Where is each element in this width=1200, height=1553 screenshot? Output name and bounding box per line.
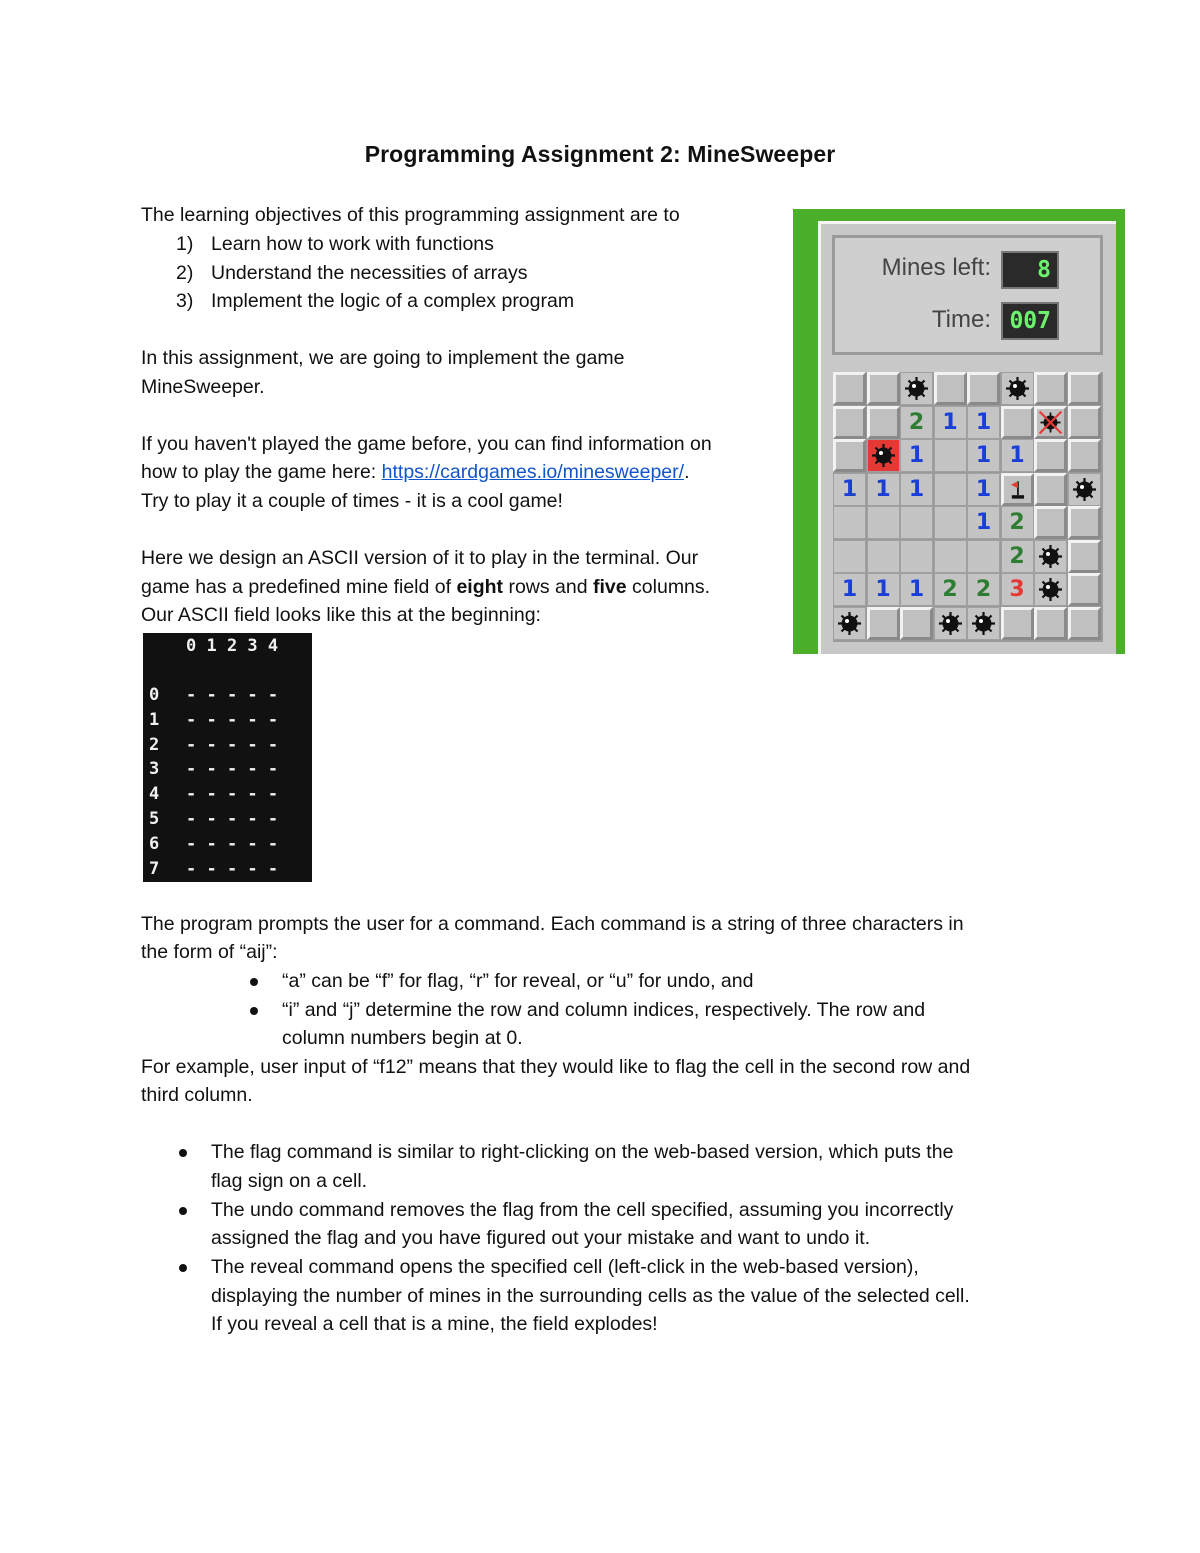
minefield-cell[interactable] [867, 506, 900, 539]
objective-text: Understand the necessities of arrays [211, 261, 528, 284]
mine-cell[interactable] [1068, 473, 1101, 506]
terminal-row-cells: - - - - - [186, 809, 279, 829]
terminal-row-index: 0 [149, 685, 160, 705]
terminal-row-cells: - - - - - [186, 833, 279, 854]
bullet-text-line: assigned the flag and you have figured out your mistake and want to undo it. [211, 1227, 871, 1249]
terminal-row-cells: - - - - - [186, 858, 279, 879]
objective-text: Implement the logic of a complex program [211, 290, 575, 312]
minefield-cell[interactable] [833, 439, 866, 472]
minefield-cell[interactable] [1034, 506, 1067, 539]
info-para-line3: Try to play it a couple of times - it is a cool game! [141, 490, 563, 512]
minefield-cell[interactable] [900, 506, 933, 539]
cell-number: 2 [908, 409, 925, 435]
cell-number: 1 [1009, 443, 1025, 468]
mine-cell[interactable] [900, 372, 933, 405]
minefield-cell[interactable] [833, 573, 866, 606]
mine-cell[interactable] [1034, 540, 1067, 573]
terminal-row-index: 1 [149, 709, 160, 730]
terminal-row-index: 5 [149, 809, 160, 829]
minefield-cell[interactable] [900, 473, 933, 506]
minefield-cell[interactable] [833, 372, 866, 405]
bullet-text-line: “i” and “j” determine the row and column indices, respectively. The row and [282, 998, 926, 1021]
minefield-cell[interactable] [967, 506, 1000, 539]
cell-number: 1 [975, 409, 992, 435]
ascii-text-a: game has a predefined mine field of [141, 576, 457, 598]
minefield-cell[interactable] [867, 473, 900, 506]
bullet-text-line: The undo command removes the flag from the cell specified, assuming you incorrectly [211, 1198, 954, 1221]
minefield-cell[interactable] [1068, 540, 1101, 573]
cell-number: 2 [1009, 510, 1025, 535]
objective-item [176, 259, 528, 288]
mines-left-counter: 8 [1001, 251, 1059, 289]
minefield-cell[interactable] [900, 540, 933, 573]
bullet-text-line: If you reveal a cell that is a mine, the field explodes! [211, 1313, 658, 1335]
minefield-cell[interactable] [934, 540, 967, 573]
minefield-grid [833, 372, 1103, 642]
bullet-dot-icon [179, 1149, 187, 1157]
minefield-cell[interactable] [867, 540, 900, 573]
intro-text: The learning objectives of this programming assignment are to [141, 204, 680, 226]
minefield-cell[interactable] [1001, 506, 1034, 539]
mine-cell[interactable] [967, 607, 1000, 640]
cell-number: 1 [908, 577, 925, 602]
minefield-cell[interactable] [833, 406, 866, 439]
minesweeper-status-panel [832, 235, 1103, 355]
bullet-dot-icon [250, 978, 258, 986]
minefield-cell[interactable] [934, 372, 967, 405]
minesweeper-link[interactable]: https://cardgames.io/minesweeper/ [381, 461, 685, 483]
minefield-cell[interactable] [867, 573, 900, 606]
minefield-cell[interactable] [934, 573, 967, 606]
minefield-cell[interactable] [867, 607, 900, 640]
time-label: Time: [931, 306, 991, 333]
bullet-text-line: displaying the number of mines in the surrounding cells as the value of the selected cell. [211, 1284, 970, 1307]
wrong-flag-cell[interactable] [1034, 406, 1067, 439]
cell-number: 1 [975, 510, 992, 535]
cell-number: 2 [942, 577, 958, 602]
minefield-cell[interactable] [1068, 607, 1101, 640]
mine-cell[interactable] [1034, 573, 1067, 606]
minefield-cell[interactable] [967, 406, 1000, 439]
flag-cell[interactable] [1001, 473, 1034, 506]
minefield-cell[interactable] [900, 439, 933, 472]
terminal-row-cells: - - - - - [186, 759, 279, 780]
terminal-row-cells: - - - - - [186, 734, 279, 755]
assignment-para-line1: In this assignment, we are going to implement the game [141, 347, 625, 369]
cell-number: 1 [975, 476, 992, 502]
minefield-cell[interactable] [1034, 473, 1067, 506]
bullet-text-line: The reveal command opens the specified cell (left-click in the web-based version), [211, 1256, 919, 1278]
info-para-line2 [141, 458, 689, 487]
info-para-line1: If you haven't played the game before, you can find information on [141, 433, 712, 455]
terminal-row-index: 6 [149, 833, 160, 854]
command-para-line2: the form of “aij”: [141, 941, 278, 963]
bullet-text-line: flag sign on a cell. [211, 1169, 368, 1192]
mine-cell[interactable] [1001, 372, 1034, 405]
minefield-cell[interactable] [833, 540, 866, 573]
mine-cell[interactable] [934, 607, 967, 640]
mines-left-label: Mines left: [881, 254, 991, 281]
minefield-cell[interactable] [1068, 406, 1101, 439]
terminal-row-cells: - - - - - [186, 685, 279, 705]
cell-number: 1 [942, 409, 958, 435]
ascii-terminal [143, 633, 312, 882]
cell-number: 1 [841, 476, 858, 502]
terminal-row-cells: - - - - - [186, 784, 279, 805]
minefield-cell[interactable] [934, 506, 967, 539]
terminal-row-index: 4 [149, 784, 160, 805]
minefield-cell[interactable] [1068, 372, 1101, 405]
minefield-cell[interactable] [967, 439, 1000, 472]
command-para-line1: The program prompts the user for a command. Each command is a string of three characters in [141, 913, 964, 935]
minefield-cell[interactable] [934, 473, 967, 506]
minefield-cell[interactable] [967, 573, 1000, 606]
minefield-cell[interactable] [1001, 573, 1034, 606]
bullet-text-line: column numbers begin at 0. [282, 1027, 523, 1049]
ascii-para-line1: Here we design an ASCII version of it to play in the terminal. Our [141, 547, 699, 569]
objective-text: Learn how to work with functions [211, 233, 494, 255]
minefield-cell[interactable] [934, 406, 967, 439]
minefield-cell[interactable] [833, 506, 866, 539]
ascii-text-c: columns. [626, 576, 711, 598]
cell-number: 1 [875, 577, 891, 602]
objective-number: 1) [176, 233, 194, 255]
ascii-text-b: rows and [503, 576, 594, 598]
bullet-dot-icon [179, 1207, 187, 1215]
minefield-cell[interactable] [1001, 406, 1034, 439]
terminal-header: 0 1 2 3 4 [186, 636, 279, 656]
minefield-cell[interactable] [1001, 607, 1034, 640]
mine-cell[interactable] [867, 439, 900, 472]
terminal-row-cells: - - - - - [186, 709, 279, 730]
minefield-cell[interactable] [833, 473, 866, 506]
bullet-text-line: “a” can be “f” for flag, “r” for reveal, or “u” for undo, and [282, 970, 754, 992]
terminal-row-index: 2 [149, 734, 160, 755]
mine-cell[interactable] [833, 607, 866, 640]
terminal-row-index: 7 [149, 858, 160, 879]
objective-number: 2) [176, 261, 194, 284]
example-para-line1: For example, user input of “f12” means that they would like to flag the cell in the second row and [141, 1056, 971, 1078]
minefield-cell[interactable] [934, 439, 967, 472]
info-prefix: how to play the game here: [141, 461, 382, 483]
minefield-cell[interactable] [900, 573, 933, 606]
minefield-cell[interactable] [967, 473, 1000, 506]
minefield-cell[interactable] [1034, 439, 1067, 472]
bullet-dot-icon [250, 1007, 258, 1015]
minefield-cell[interactable] [1001, 439, 1034, 472]
bullet-dot-icon [179, 1264, 187, 1272]
cell-number: 1 [975, 443, 992, 468]
cell-number: 1 [875, 476, 891, 502]
minefield-cell[interactable] [967, 372, 1000, 405]
cell-number: 1 [908, 443, 925, 468]
minefield-cell[interactable] [1068, 573, 1101, 606]
ascii-para-line2 [141, 573, 710, 602]
minefield-cell[interactable] [1034, 607, 1067, 640]
minefield-cell[interactable] [900, 607, 933, 640]
cell-number: 1 [841, 577, 858, 602]
cell-number: 3 [1009, 577, 1025, 602]
page-title: Programming Assignment 2: MineSweeper [364, 141, 836, 167]
minefield-cell[interactable] [1068, 439, 1101, 472]
objective-number: 3) [176, 290, 194, 312]
minefield-cell[interactable] [967, 540, 1000, 573]
time-counter: 007 [1001, 302, 1059, 340]
five-emphasis: five [593, 576, 627, 598]
ascii-para-line3: Our ASCII field looks like this at the beginning: [141, 604, 541, 626]
minefield-cell[interactable] [867, 406, 900, 439]
eight-emphasis: eight [456, 576, 504, 598]
info-suffix: . [684, 461, 690, 483]
minefield-cell[interactable] [1001, 540, 1034, 573]
cell-number: 1 [908, 476, 925, 502]
assignment-para-line2: MineSweeper. [141, 376, 265, 398]
minefield-cell[interactable] [900, 406, 933, 439]
cell-number: 2 [975, 577, 992, 602]
objective-item [176, 230, 494, 259]
cell-number: 2 [1009, 543, 1025, 569]
minefield-cell[interactable] [867, 372, 900, 405]
minefield-cell[interactable] [1034, 372, 1067, 405]
bullet-text-line: The flag command is similar to right-clicking on the web-based version, which puts the [211, 1141, 954, 1163]
objective-item [176, 287, 574, 316]
minefield-cell[interactable] [1068, 506, 1101, 539]
example-para-line2: third column. [141, 1084, 253, 1106]
terminal-row-index: 3 [149, 759, 160, 780]
